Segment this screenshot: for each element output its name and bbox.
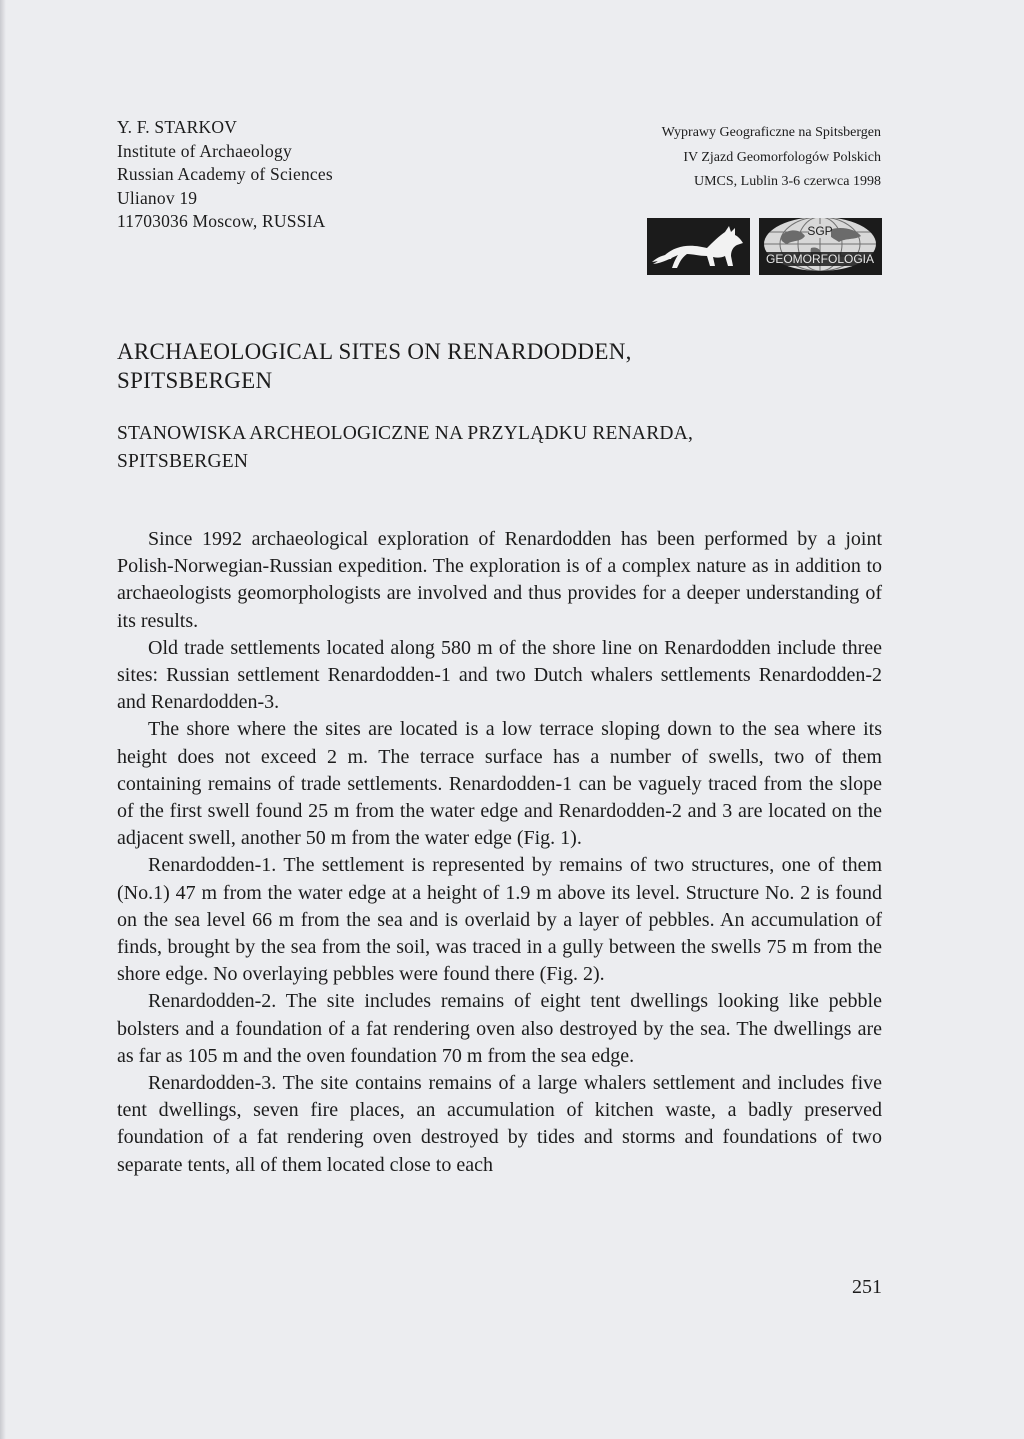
body-paragraph: Since 1992 archaeological exploration of Renardodden has been performed by a joint Polish-Norwegian-Russian expedition. The exploration is of a complex nature as in addition to archaeologists geomorphologists are involved and thus provides for a deeper understanding of its results. [117,528,882,632]
conference-block [662,121,881,195]
body-paragraph: Renardodden-1. The settlement is represented by remains of two structures, one of them (No.1) 47 m from the water edge at a height of 1.9 m above its level. Structure No. 2 is found on the sea level 66 m from the sea and is overlaid by a layer of pebbles. An accumulation of finds, brought by the sea from the soil, was traced in a gully between the swells 75 m from the shore edge. No overlaying pebbles were found there (Fig. 2). [117,854,882,986]
author-block [117,116,333,234]
author-institute: Institute of Archaeology [117,140,292,161]
subtitle-line-1: STANOWISKA ARCHEOLOGICZNE NA PRZYLĄDKU RENARDA, [117,423,694,444]
title-line-2: SPITSBERGEN [117,368,273,393]
arctic-fox-logo-icon [647,218,750,275]
page-number: 251 [852,1276,882,1298]
body-paragraph: Renardodden-3. The site contains remains of a large whalers settlement and includes five tent dwellings, seven fire places, an accumulation of kitchen waste, a badly preserved foundation of a fat rendering oven destroyed by tides and storms and foundations of two separate tents, all of them located close to each [117,1072,882,1176]
conference-meeting: IV Zjazd Geomorfologów Polskich [683,149,881,165]
page-edge-shadow [0,0,6,1439]
title-line-1: ARCHAEOLOGICAL SITES ON RENARDODDEN, [117,339,632,364]
geomorfologia-logo-icon [759,218,882,275]
body-paragraph: Old trade settlements located along 580 m of the shore line on Renardodden include three sites: Russian settlement Renardodden-1 and two Dutch whalers settlements Renardodden-2 and Renardodden-3. [117,636,882,714]
subtitle-line-2: SPITSBERGEN [117,451,249,472]
article-subtitle [117,420,837,476]
conference-place-date: UMCS, Lublin 3-6 czerwca 1998 [693,174,881,189]
author-academy: Russian Academy of Sciences [117,164,333,184]
logos [647,218,883,276]
body-paragraph: The shore where the sites are located is a low terrace sloping down to the sea where its height does not exceed 2 m. The terrace surface has a number of swells, two of them containing remains of trade settlements. Renardodden-1 can be vaguely traced from the slope of the first swell found 25 m from the water edge and Renardodden-2 and 3 are located on the adjacent swell, another 50 m from the water edge (Fig. 1). [117,718,882,850]
author-city: 11703036 Moscow, RUSSIA [117,211,326,231]
sgp-logo-text: SGP [807,224,833,238]
body-paragraph: Renardodden-2. The site includes remains of eight tent dwellings looking like pebble bolsters and a foundation of a fat rendering oven also destroyed by the sea. The dwellings are as far as 105 m and the oven foundation 70 m from the sea edge. [117,990,882,1067]
article-body [117,526,882,1179]
conference-series: Wyprawy Geograficzne na Spitsbergen [661,125,881,140]
article-title [117,337,837,395]
author-street: Ulianov 19 [117,187,198,208]
geomorfologia-logo-text: GEOMORFOLOGIA [765,252,875,266]
author-name: Y. F. STARKOV [117,117,238,137]
